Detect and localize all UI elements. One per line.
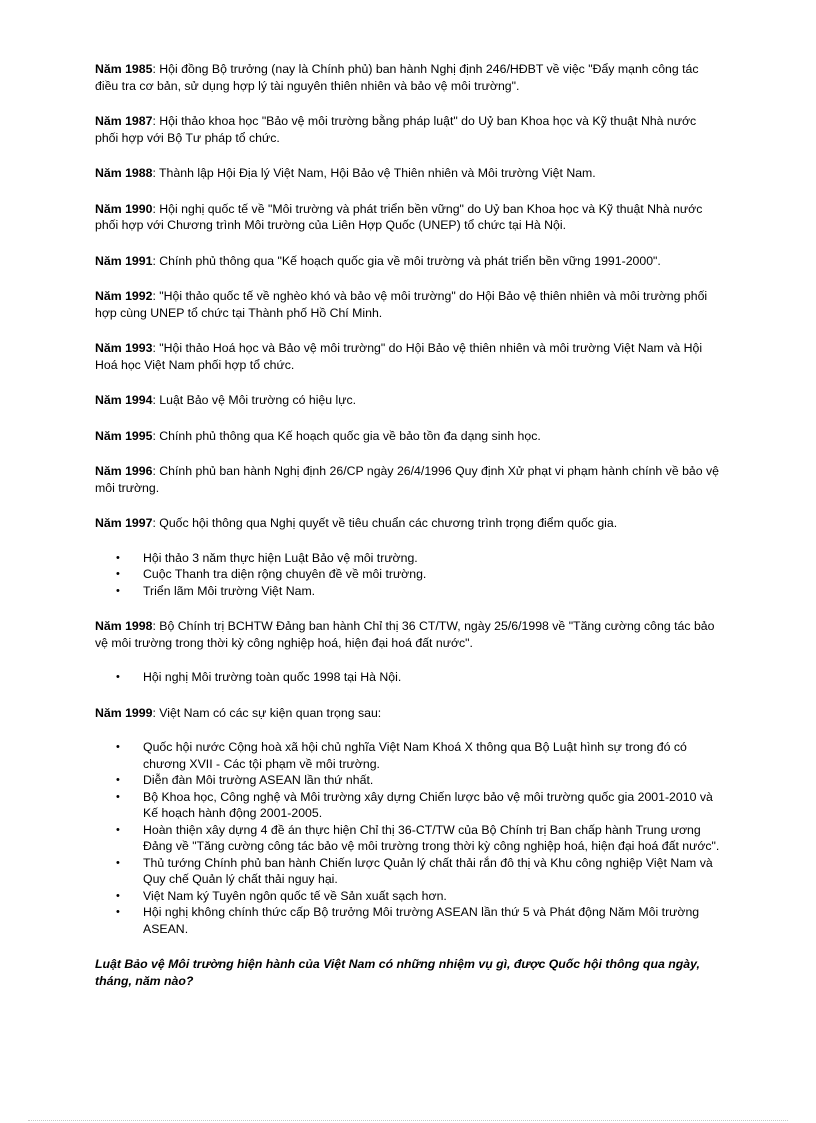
list-item-text: Triển lãm Môi trường Việt Nam.	[143, 583, 316, 598]
entry-year: Năm 1991	[95, 253, 153, 268]
entry-year: Năm 1995	[95, 428, 153, 443]
list-item	[116, 789, 720, 822]
list-item	[116, 583, 720, 600]
entry-text: : Việt Nam có các sự kiện quan trọng sau:	[152, 705, 382, 720]
list-item-text: Quốc hội nước Cộng hoà xã hội chủ nghĩa Việt Nam Khoá X thông qua Bộ Luật hình sự trong đó có chương XVII - Các tội phạm về môi trường.	[143, 740, 687, 771]
bullet-icon: •	[116, 551, 120, 564]
entry-text: : Hội đồng Bộ trưởng (nay là Chính phủ) ban hành Nghị định 246/HĐBT về việc "Đẩy mạnh công tác điều tra cơ bản, sử dụng hợp lý tài nguyên thiên nhiên và bảo vệ môi trường".	[95, 62, 699, 93]
bullet-icon: •	[116, 889, 120, 902]
list-item-text: Cuộc Thanh tra diện rộng chuyên đề về môi trường.	[143, 567, 427, 581]
bullet-icon: •	[116, 741, 120, 753]
entry-year: Năm 1996	[95, 464, 153, 478]
entry-1997	[95, 515, 720, 532]
list-item-text: Thủ tướng Chính phủ ban hành Chiến lược Quản lý chất thải rắn đô thị và Khu công nghiệp Việt Nam và Quy chế Quản lý chất thải nguy hại.	[143, 855, 713, 886]
entry-1992	[95, 288, 720, 321]
entry-1991	[95, 253, 720, 270]
entry-year: Năm 1993	[95, 341, 153, 355]
entry-text: : Chính phủ thông qua "Kế hoạch quốc gia về môi trường và phát triển bền vững 1991-2000".	[152, 253, 661, 268]
bullet-icon: •	[116, 856, 120, 869]
bullet-list-1998	[95, 669, 720, 686]
bullet-list-1997	[95, 550, 720, 600]
list-item-text: Bộ Khoa học, Công nghệ và Môi trường xây dựng Chiến lược bảo vệ môi trường quốc gia 2001-2010 và Kế hoạch hành động 2001-2005.	[143, 789, 713, 820]
entry-year: Năm 1985	[95, 62, 153, 76]
entry-year: Năm 1999	[95, 705, 153, 720]
bullet-list-1999	[95, 739, 720, 937]
bullet-icon: •	[116, 906, 120, 918]
list-item	[116, 550, 720, 567]
list-item-text: Hoàn thiện xây dựng 4 đề án thực hiện Chỉ thị 36-CT/TW của Bộ Chính trị Ban chấp hành Trung ương Đảng về "Tăng cường công tác bảo vệ môi trường trong thời kỳ công nghiệp hoá, hiện đại hoá đất nước".	[143, 822, 720, 853]
entry-year: Năm 1988	[95, 166, 153, 180]
entry-text: : Chính phủ ban hành Nghị định 26/CP ngày 26/4/1996 Quy định Xử phạt vi phạm hành chính về bảo vệ môi trường.	[95, 464, 719, 495]
list-item	[116, 772, 720, 789]
entry-year: Năm 1992	[95, 289, 153, 303]
entry-1985	[95, 61, 720, 94]
bullet-icon: •	[116, 774, 120, 786]
entry-text: : Bộ Chính trị BCHTW Đảng ban hành Chỉ thị 36 CT/TW, ngày 25/6/1998 về "Tăng cường công tác bảo vệ môi trường trong thời kỳ công nghiệp hoá, hiện đại hoá đất nước".	[95, 619, 715, 650]
list-item-text: Hội nghị Môi trường toàn quốc 1998 tại Hà Nội.	[143, 670, 402, 684]
entry-year: Năm 1994	[95, 393, 153, 407]
list-item	[116, 566, 720, 583]
list-item	[116, 904, 720, 937]
list-item-text: Việt Nam ký Tuyên ngôn quốc tế về Sản xuất sạch hơn.	[143, 888, 447, 903]
entry-1990	[95, 201, 720, 234]
list-item-text: Hội nghị không chính thức cấp Bộ trưởng Môi trường ASEAN lần thứ 5 và Phát động Năm Môi trường ASEAN.	[143, 905, 700, 936]
entry-text: : Hội nghị quốc tế về "Môi trường và phát triển bền vững" do Uỷ ban Khoa học và Kỹ thuật Nhà nước phối hợp với Chương trình Môi trường của Liên Hợp Quốc (UNEP) tổ chức tại Hà Nội.	[95, 201, 703, 232]
entry-text: : Quốc hội thông qua Nghị quyết về tiêu chuẩn các chương trình trọng điểm quốc gia.	[152, 516, 618, 530]
entry-1993	[95, 340, 720, 373]
bullet-icon: •	[116, 671, 120, 683]
entry-1995	[95, 428, 720, 445]
bullet-icon: •	[116, 823, 120, 836]
list-item	[116, 669, 720, 686]
entry-text: : "Hội thảo Hoá học và Bảo vệ môi trường" do Hội Bảo vệ thiên nhiên và môi trường Việt Nam và Hội Hoá học Việt Nam phối hợp tổ chức.	[95, 341, 703, 372]
bullet-icon: •	[116, 568, 120, 580]
list-item-text: Diễn đàn Môi trường ASEAN lần thứ nhất.	[143, 773, 374, 787]
entry-text: : "Hội thảo quốc tế về nghèo khó và bảo vệ môi trường" do Hội Bảo vệ thiên nhiên và môi trường phối hợp cùng UNEP tổ chức tại Thành phố Hồ Chí Minh.	[95, 289, 708, 320]
entry-1998	[95, 618, 720, 651]
entry-text: : Chính phủ thông qua Kế hoạch quốc gia về bảo tồn đa dạng sinh học.	[152, 428, 541, 443]
entry-text: : Luật Bảo vệ Môi trường có hiệu lực.	[152, 393, 357, 407]
entry-1996	[95, 463, 720, 496]
entry-year: Năm 1990	[95, 201, 153, 216]
entry-1999	[95, 705, 720, 722]
list-item	[116, 855, 720, 888]
list-item	[116, 822, 720, 855]
entry-1987	[95, 113, 720, 146]
page-bottom-rule	[28, 1120, 788, 1121]
entry-year: Năm 1998	[95, 619, 153, 633]
list-item	[116, 739, 720, 772]
bullet-icon: •	[116, 584, 120, 597]
question-heading: Luật Bảo vệ Môi trường hiện hành của Việt Nam có những nhiệm vụ gì, được Quốc hội thông qua ngày, tháng, năm nào?	[95, 957, 700, 988]
entry-text: : Hội thảo khoa học "Bảo vệ môi trường bằng pháp luật" do Uỷ ban Khoa học và Kỹ thuật Nhà nước phối hợp với Bộ Tư pháp tổ chức.	[95, 114, 697, 145]
entry-1988	[95, 165, 720, 182]
list-item-text: Hội thảo 3 năm thực hiện Luật Bảo vệ môi trường.	[143, 550, 418, 565]
list-item	[116, 888, 720, 905]
entry-1994	[95, 392, 720, 409]
entry-year: Năm 1997	[95, 516, 153, 530]
entry-year: Năm 1987	[95, 114, 153, 128]
bullet-icon: •	[116, 790, 120, 803]
entry-text: : Thành lập Hội Địa lý Việt Nam, Hội Bảo vệ Thiên nhiên và Môi trường Việt Nam.	[152, 166, 596, 180]
document-page	[95, 61, 720, 1008]
